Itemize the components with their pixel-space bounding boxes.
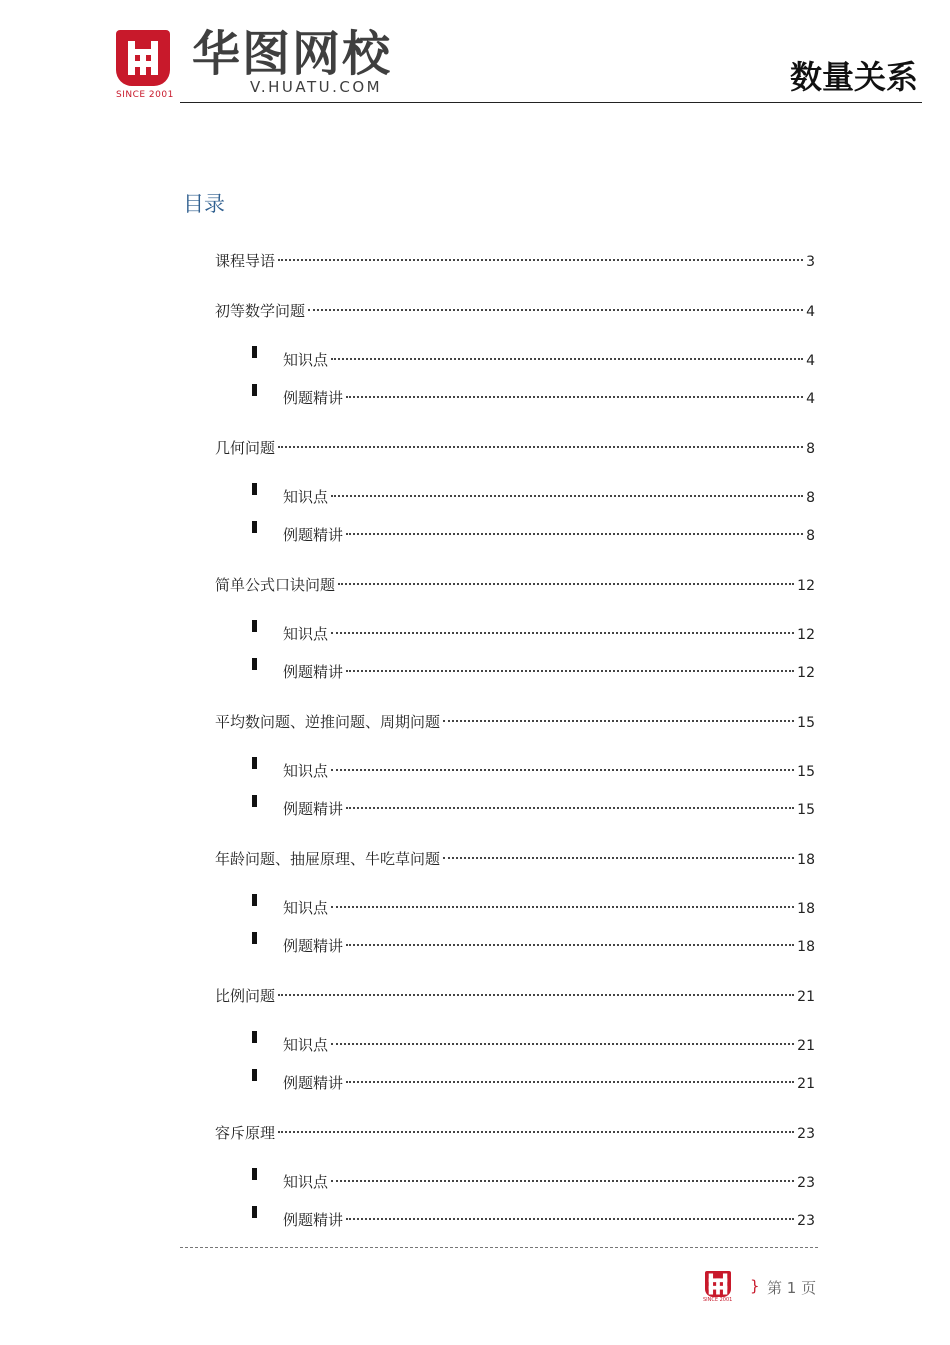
toc-entry-label: 例题精讲 (283, 663, 344, 681)
toc-subentry[interactable] (283, 615, 815, 643)
toc-entry-page: 4 (806, 304, 815, 320)
toc-leader-dots (338, 561, 794, 585)
footer-brace: } (750, 1277, 760, 1295)
toc-entry-page: 23 (797, 1175, 815, 1191)
toc-bullet-icon (252, 932, 257, 944)
toc-entry-label: 平均数问题、逆推问题、周期问题 (215, 713, 441, 731)
document-title: 数量关系 (790, 58, 919, 96)
toc-leader-dots (346, 922, 794, 946)
toc-leader-dots (331, 336, 803, 360)
brand-name: 华图网校 (192, 26, 393, 82)
toc-entry-page: 18 (797, 939, 815, 955)
toc-entry-label: 年龄问题、抽屉原理、牛吃草问题 (215, 850, 441, 868)
toc-entry-label: 例题精讲 (283, 1211, 344, 1229)
toc-entry-label: 例题精讲 (283, 937, 344, 955)
toc-subentry[interactable] (283, 1026, 815, 1054)
toc-bullet-icon (252, 521, 257, 533)
toc-entry[interactable] (215, 429, 815, 457)
toc-entry-label: 知识点 (283, 625, 329, 643)
footer-since-text: SINCE 2001 (703, 1297, 733, 1303)
toc-entry-label: 知识点 (283, 488, 329, 506)
toc-leader-dots (331, 1158, 794, 1182)
toc-entry-page: 21 (797, 989, 815, 1005)
toc-bullet-icon (252, 483, 257, 495)
toc-subentry[interactable] (283, 927, 815, 955)
toc-entry-label: 例题精讲 (283, 526, 344, 544)
toc-entry-page: 23 (797, 1126, 815, 1142)
toc-leader-dots (278, 972, 794, 996)
toc-leader-dots (331, 884, 794, 908)
toc-leader-dots (346, 648, 794, 672)
toc-bullet-icon (252, 658, 257, 670)
toc-bullet-icon (252, 1069, 257, 1081)
toc-entry-page: 4 (806, 353, 815, 369)
toc-entry-page: 8 (806, 441, 815, 457)
toc-entry-page: 15 (797, 802, 815, 818)
toc-subentry[interactable] (283, 790, 815, 818)
toc-subentry[interactable] (283, 516, 815, 544)
toc-bullet-icon (252, 757, 257, 769)
toc-entry-page: 15 (797, 715, 815, 731)
toc-subentry[interactable] (283, 889, 815, 917)
toc-entry[interactable] (215, 242, 815, 270)
header-divider (180, 102, 922, 103)
toc-leader-dots (278, 1109, 794, 1133)
toc-entry-page: 12 (797, 665, 815, 681)
toc-bullet-icon (252, 894, 257, 906)
toc-entry-page: 18 (797, 852, 815, 868)
toc-bullet-icon (252, 795, 257, 807)
toc-entry-page: 12 (797, 627, 815, 643)
toc-leader-dots (443, 835, 794, 859)
toc-entry-page: 8 (806, 528, 815, 544)
toc-subentry[interactable] (283, 1163, 815, 1191)
toc-leader-dots (278, 237, 803, 261)
toc-entry-page: 21 (797, 1076, 815, 1092)
toc-entry[interactable] (215, 703, 815, 731)
toc-entry-label: 几何问题 (215, 439, 276, 457)
toc-leader-dots (331, 473, 803, 497)
toc-entry[interactable] (215, 566, 815, 594)
toc-entry-page: 8 (806, 490, 815, 506)
footer-logo-icon (705, 1271, 731, 1297)
toc-entry-page: 15 (797, 764, 815, 780)
toc-leader-dots (346, 1059, 794, 1083)
huatu-logo-icon (116, 30, 170, 86)
toc-entry-label: 知识点 (283, 1036, 329, 1054)
toc-entry-label: 知识点 (283, 899, 329, 917)
toc-subentry[interactable] (283, 478, 815, 506)
toc-entry-label: 知识点 (283, 351, 329, 369)
toc-bullet-icon (252, 1206, 257, 1218)
toc-bullet-icon (252, 1031, 257, 1043)
toc-subentry[interactable] (283, 653, 815, 681)
page-number-value: 1 (786, 1279, 797, 1297)
toc-bullet-icon (252, 620, 257, 632)
toc-entry[interactable] (215, 1114, 815, 1142)
toc-entry-label: 简单公式口诀问题 (215, 576, 336, 594)
toc-bullet-icon (252, 384, 257, 396)
toc-entry-page: 23 (797, 1213, 815, 1229)
toc-subentry[interactable] (283, 341, 815, 369)
footer-divider (180, 1247, 818, 1248)
toc-entry[interactable] (215, 292, 815, 320)
toc-leader-dots (331, 610, 794, 634)
toc-entry-label: 课程导语 (215, 252, 276, 270)
toc-entry-label: 知识点 (283, 1173, 329, 1191)
page-header (0, 0, 950, 110)
toc-entry-label: 初等数学问题 (215, 302, 306, 320)
toc-entry-label: 比例问题 (215, 987, 276, 1005)
toc-entry-label: 例题精讲 (283, 389, 344, 407)
toc-subentry[interactable] (283, 752, 815, 780)
toc-leader-dots (346, 785, 794, 809)
toc-subentry[interactable] (283, 1064, 815, 1092)
toc-entry-label: 例题精讲 (283, 800, 344, 818)
toc-leader-dots (331, 747, 794, 771)
brand-url: V.HUATU.COM (250, 78, 383, 96)
page-suffix: 页 (801, 1279, 817, 1297)
toc-leader-dots (308, 287, 803, 311)
toc-leader-dots (346, 1196, 794, 1220)
toc-entry-label: 例题精讲 (283, 1074, 344, 1092)
toc-leader-dots (278, 424, 803, 448)
toc-entry-label: 容斥原理 (215, 1124, 276, 1142)
page-number (767, 1277, 816, 1298)
toc-heading: 目录 (183, 192, 225, 216)
toc-bullet-icon (252, 346, 257, 358)
toc-bullet-icon (252, 1168, 257, 1180)
toc-entry[interactable] (215, 977, 815, 1005)
toc-entry[interactable] (215, 840, 815, 868)
logo-since-text: SINCE 2001 (116, 90, 174, 100)
toc-leader-dots (443, 698, 794, 722)
page-prefix: 第 (767, 1279, 783, 1297)
toc-entry-label: 知识点 (283, 762, 329, 780)
toc-leader-dots (346, 374, 803, 398)
toc-entry-page: 21 (797, 1038, 815, 1054)
toc-subentry[interactable] (283, 379, 815, 407)
toc-leader-dots (331, 1021, 794, 1045)
toc-leader-dots (346, 511, 803, 535)
toc-entry-page: 4 (806, 391, 815, 407)
toc-entry-page: 3 (806, 254, 815, 270)
toc-subentry[interactable] (283, 1201, 815, 1229)
toc-entry-page: 18 (797, 901, 815, 917)
toc-entry-page: 12 (797, 578, 815, 594)
